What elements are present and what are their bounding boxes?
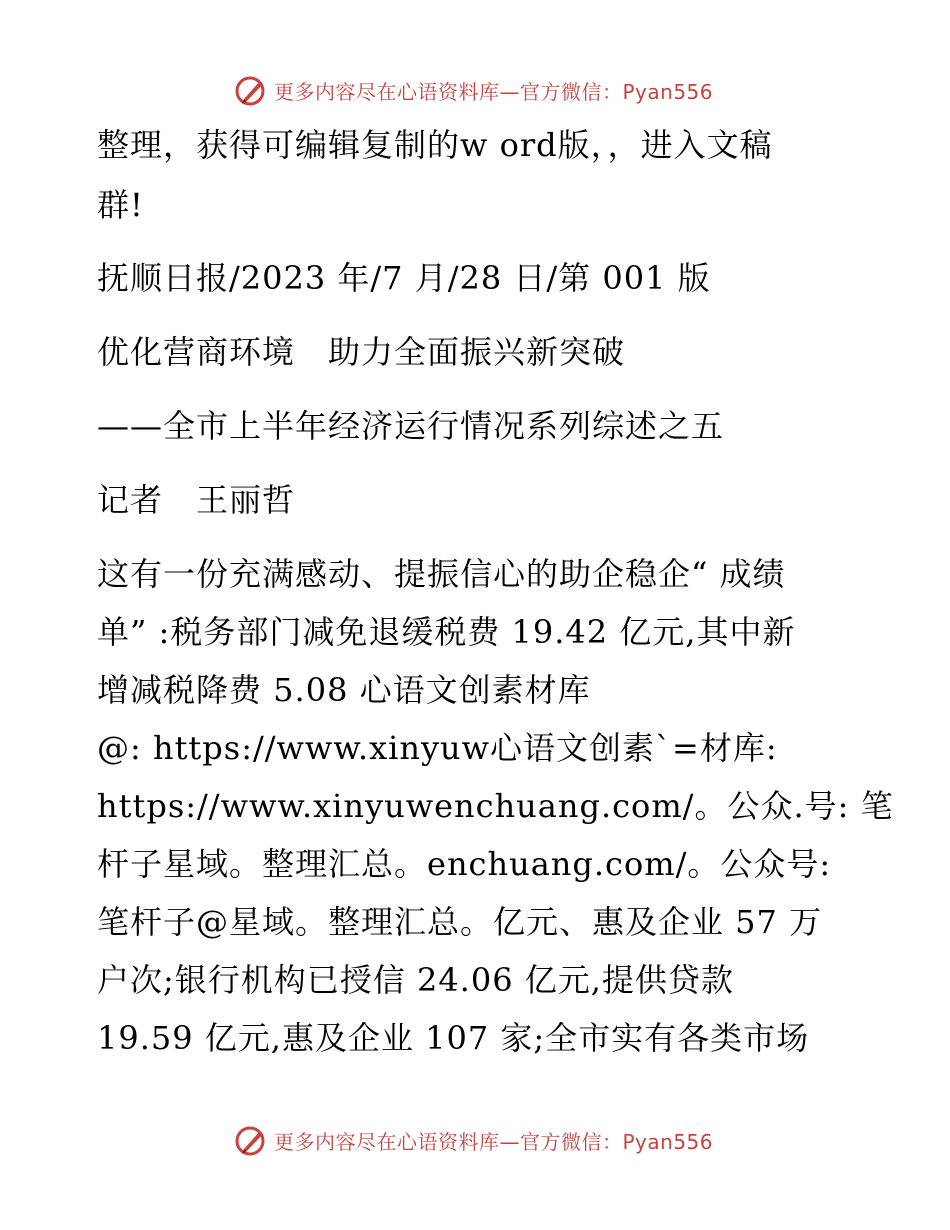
byline: 记者 王丽哲 (97, 481, 296, 519)
text-line: 单” :税务部门减免退缓税费 19.42 亿元,其中新 (97, 613, 796, 651)
text-line: 杆子星域。整理汇总。enchuang.com/。公众号: (97, 845, 832, 883)
text-line: https://www.xinyuwenchuang.com/。公众.号: 笔 (97, 787, 894, 825)
text-line: @: https://www.xinyuw心语文创素`=材库: (97, 729, 778, 767)
header-watermark-banner (234, 70, 714, 110)
text-line: 这有一份充满感动、提振信心的助企稳企“ 成绩 (97, 555, 786, 593)
article-title: 优化营商环境 助力全面振兴新突破 (97, 333, 626, 371)
pen-logo-icon (234, 73, 268, 107)
text-line: 笔杆子@星域。整理汇总。亿元、惠及企业 57 万 (97, 903, 823, 941)
pen-logo-icon (234, 1123, 268, 1157)
text-line: 抚顺日报/2023 年/7 月/28 日/第 001 版 (97, 259, 711, 297)
text-line: 增减税降费 5.08 心语文创素材库 (97, 671, 591, 709)
article-subtitle: ——全市上半年经济运行情况系列综述之五 (97, 407, 725, 445)
text-line: 19.59 亿元,惠及企业 107 家;全市实有各类市场 (97, 1019, 810, 1057)
text-line: 整理，获得可编辑复制的w ord版，，进入文稿 (97, 126, 773, 164)
text-line: 群! (97, 186, 144, 224)
footer-watermark-banner (234, 1120, 714, 1160)
text-line: 户次;银行机构已授信 24.06 亿元,提供贷款 (97, 961, 734, 999)
banner-text: 更多内容尽在心语资料库—官方微信：Pyan556 (274, 79, 714, 104)
banner-text: 更多内容尽在心语资料库—官方微信：Pyan556 (274, 1129, 714, 1154)
